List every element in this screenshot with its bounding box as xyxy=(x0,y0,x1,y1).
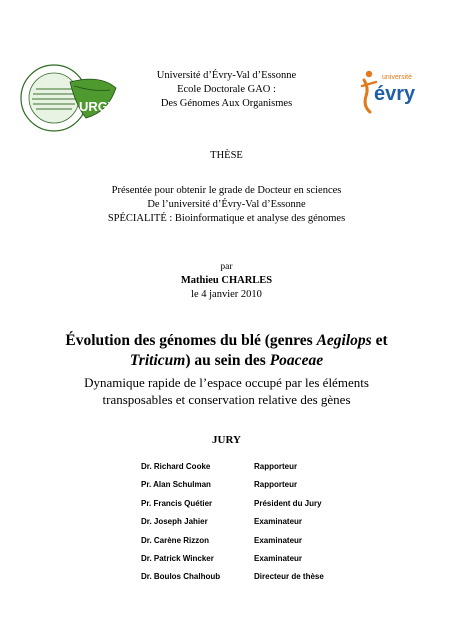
jury-member-name: Dr. Patrick Wincker xyxy=(141,553,214,563)
par-label: par xyxy=(220,262,233,272)
thesis-subtitle xyxy=(0,374,453,408)
doctoral-school-subtitle: Des Génomes Aux Organismes xyxy=(160,98,293,109)
degree-statement xyxy=(0,184,453,226)
evry-logo-top-text: université xyxy=(382,74,412,81)
jury-member-name: Pr. Francis Quétier xyxy=(141,498,213,508)
table-row xyxy=(141,499,324,517)
jury-member-role: Président du Jury xyxy=(254,498,322,508)
table-row xyxy=(141,462,324,480)
institution-header xyxy=(0,69,453,111)
table-row xyxy=(141,536,324,554)
subtitle-line-2: transposables et conservation relative des gènes xyxy=(102,392,351,407)
jury-member-name: Dr. Boulos Chalhoub xyxy=(141,572,221,582)
thesis-label: THÈSE xyxy=(210,150,243,161)
author-name: Mathieu CHARLES xyxy=(180,275,273,286)
university-name: Université d’Évry-Val d’Essonne xyxy=(156,70,297,81)
jury-member-name: Dr. Joseph Jahier xyxy=(141,517,208,527)
jury-member-role: Examinateur xyxy=(254,553,303,563)
jury-member-role: Rapporteur xyxy=(254,480,298,490)
jury-member-role: Examinateur xyxy=(254,517,303,527)
evry-logo-text: évry xyxy=(374,83,416,105)
jury-member-name: Dr. Carène Rizzon xyxy=(141,535,210,545)
degree-line-1: Présentée pour obtenir le grade de Docteur en sciences xyxy=(111,185,342,196)
thesis-title-line-1: Évolution des génomes du blé (genres Aegilops et xyxy=(65,332,388,349)
degree-line-2: De l’université d’Évry-Val d’Essonne xyxy=(147,199,306,210)
degree-line-3: SPÉCIALITÉ : Bioinformatique et analyse des génomes xyxy=(107,213,346,224)
table-row xyxy=(141,554,324,572)
jury-heading: JURY xyxy=(212,434,241,446)
jury-member-role: Rapporteur xyxy=(254,462,298,471)
jury-member-role: Examinateur xyxy=(254,535,303,545)
urgv-logo-text: URGV xyxy=(79,99,117,114)
thesis-title xyxy=(0,331,453,371)
jury-member-name: Dr. Richard Cooke xyxy=(141,462,211,471)
jury-member-role: Directeur de thèse xyxy=(254,572,324,582)
jury-table xyxy=(141,462,324,591)
doctoral-school: Ecole Doctorale GAO : xyxy=(177,84,276,95)
defense-date: le 4 janvier 2010 xyxy=(191,289,262,300)
jury-member-name: Pr. Alan Schulman xyxy=(141,480,211,490)
subtitle-line-1: Dynamique rapide de l’espace occupé par les éléments xyxy=(84,375,369,390)
table-row xyxy=(141,517,324,535)
thesis-title-line-2: Triticum) au sein des Poaceae xyxy=(129,352,324,369)
table-row xyxy=(141,572,324,590)
table-row xyxy=(141,480,324,498)
